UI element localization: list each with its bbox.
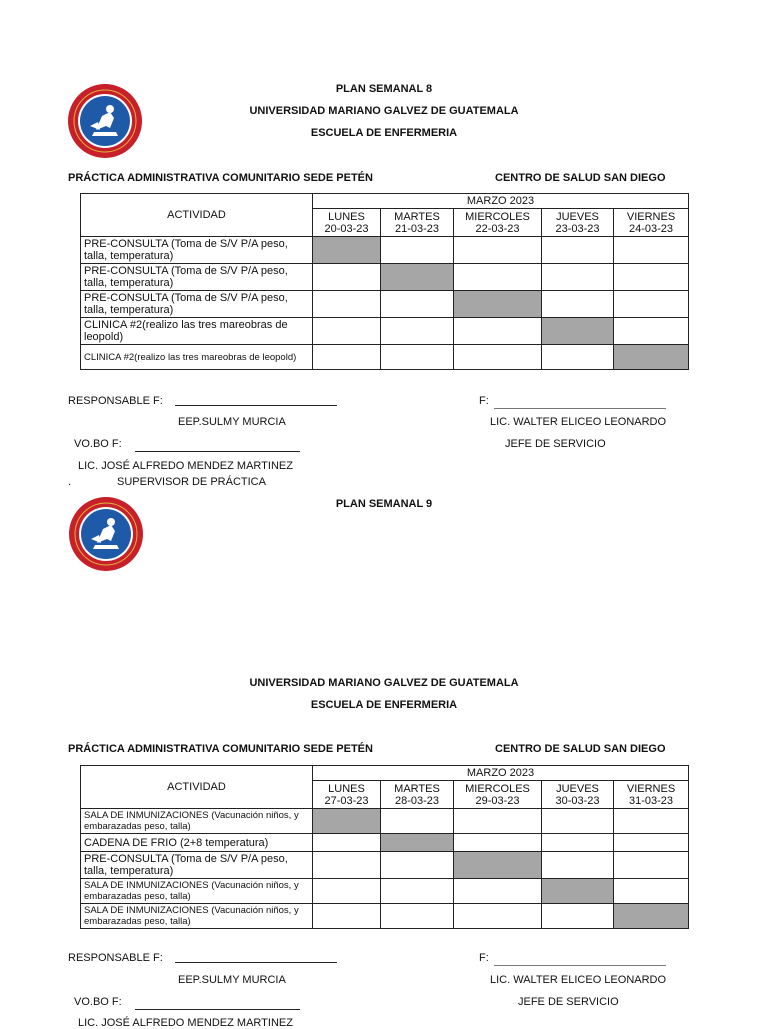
university-logo [67, 495, 145, 573]
activity-header: ACTIVIDAD [81, 766, 313, 809]
plan9-school: ESCUELA DE ENFERMERIA [310, 699, 458, 711]
scheduled-cell [381, 834, 454, 852]
scheduled-cell [542, 879, 614, 904]
day-header: JUEVES 30-03-23 [542, 781, 614, 809]
activity-cell: PRE-CONSULTA (Toma de S/V P/A peso, talla, temperatura) [81, 852, 313, 879]
signature-line[interactable] [175, 405, 337, 406]
responsable-name: EEP.SULMY MURCIA [178, 416, 286, 428]
day-header: LUNES 27-03-23 [313, 781, 381, 809]
day-header: LUNES 20-03-23 [313, 209, 381, 237]
plan8-schedule-table [80, 193, 689, 370]
month-header: MARZO 2023 [313, 194, 689, 209]
signature-line[interactable] [135, 1009, 300, 1010]
scheduled-cell [614, 345, 689, 370]
vobo-label: VO.BO F: [74, 438, 122, 450]
responsable-name: EEP.SULMY MURCIA [178, 974, 286, 986]
f-label: F: [479, 395, 489, 407]
table-row [81, 904, 689, 929]
table-row [81, 237, 689, 264]
scheduled-cell [614, 904, 689, 929]
scheduled-cell [542, 318, 614, 345]
f-label: F: [479, 952, 489, 964]
table-row [81, 834, 689, 852]
table-row [81, 291, 689, 318]
plan9-center: CENTRO DE SALUD SAN DIEGO [495, 743, 666, 755]
activity-cell: PRE-CONSULTA (Toma de S/V P/A peso, talla, temperatura) [81, 291, 313, 318]
activity-cell: SALA DE INMUNIZACIONES (Vacunación niños, y embarazadas peso, talla) [81, 879, 313, 904]
signature-line[interactable] [175, 962, 337, 963]
table-row [81, 879, 689, 904]
activity-cell: PRE-CONSULTA (Toma de S/V P/A peso, talla, temperatura) [81, 264, 313, 291]
table-row [81, 345, 689, 370]
scheduled-cell [454, 291, 542, 318]
chief-role: JEFE DE SERVICIO [505, 438, 606, 450]
plan8-center: CENTRO DE SALUD SAN DIEGO [495, 172, 666, 184]
scheduled-cell [454, 852, 542, 879]
day-header: MARTES 21-03-23 [381, 209, 454, 237]
chief-name: LIC. WALTER ELICEO LEONARDO [490, 974, 667, 986]
day-header: MIERCOLES 29-03-23 [454, 781, 542, 809]
activity-cell: CADENA DE FRIO (2+8 temperatura) [81, 834, 313, 852]
day-header: VIERNES 31-03-23 [614, 781, 689, 809]
chief-role: JEFE DE SERVICIO [518, 996, 619, 1008]
plan8-practice: PRÁCTICA ADMINISTRATIVA COMUNITARIO SEDE PETÉN [68, 172, 373, 184]
activity-cell: PRE-CONSULTA (Toma de S/V P/A peso, talla, temperatura) [81, 237, 313, 264]
plan8-school: ESCUELA DE ENFERMERIA [310, 127, 458, 139]
table-row [81, 318, 689, 345]
activity-cell: SALA DE INMUNIZACIONES (Vacunación niños, y embarazadas peso, talla) [81, 904, 313, 929]
plan9-title: PLAN SEMANAL 9 [335, 498, 433, 510]
supervisor-name: LIC. JOSÉ ALFREDO MENDEZ MARTINEZ [78, 460, 293, 472]
signature-line[interactable] [494, 408, 666, 409]
activity-cell: CLINICA #2(realizo las tres mareobras de leopold) [81, 345, 313, 370]
activity-cell: SALA DE INMUNIZACIONES (Vacunación niños, y embarazadas peso, talla) [81, 809, 313, 834]
scheduled-cell [313, 237, 381, 264]
signature-line[interactable] [135, 451, 300, 452]
table-row [81, 809, 689, 834]
activity-cell: CLINICA #2(realizo las tres mareobras de leopold) [81, 318, 313, 345]
university-seal-icon [67, 495, 145, 573]
month-header: MARZO 2023 [313, 766, 689, 781]
plan9-university: UNIVERSIDAD MARIANO GALVEZ DE GUATEMALA [249, 677, 519, 689]
vobo-label: VO.BO F: [74, 996, 122, 1008]
responsable-label: RESPONSABLE F: [68, 395, 163, 407]
chief-name: LIC. WALTER ELICEO LEONARDO [490, 416, 667, 428]
signature-line[interactable] [494, 965, 666, 966]
table-row [81, 264, 689, 291]
dot-mark: . [68, 476, 72, 488]
plan9-practice: PRÁCTICA ADMINISTRATIVA COMUNITARIO SEDE PETÉN [68, 743, 373, 755]
plan8-university: UNIVERSIDAD MARIANO GALVEZ DE GUATEMALA [249, 105, 519, 117]
scheduled-cell [381, 264, 454, 291]
day-header: MARTES 28-03-23 [381, 781, 454, 809]
plan8-title: PLAN SEMANAL 8 [335, 83, 433, 95]
supervisor-name: LIC. JOSÉ ALFREDO MENDEZ MARTINEZ [78, 1017, 293, 1029]
responsable-label: RESPONSABLE F: [68, 952, 163, 964]
table-row [81, 852, 689, 879]
day-header: VIERNES 24-03-23 [614, 209, 689, 237]
day-header: MIERCOLES 22-03-23 [454, 209, 542, 237]
plan9-schedule-table [80, 765, 689, 929]
day-header: JUEVES 23-03-23 [542, 209, 614, 237]
activity-header: ACTIVIDAD [81, 194, 313, 237]
scheduled-cell [313, 809, 381, 834]
supervisor-role: SUPERVISOR DE PRÁCTICA [117, 476, 266, 488]
